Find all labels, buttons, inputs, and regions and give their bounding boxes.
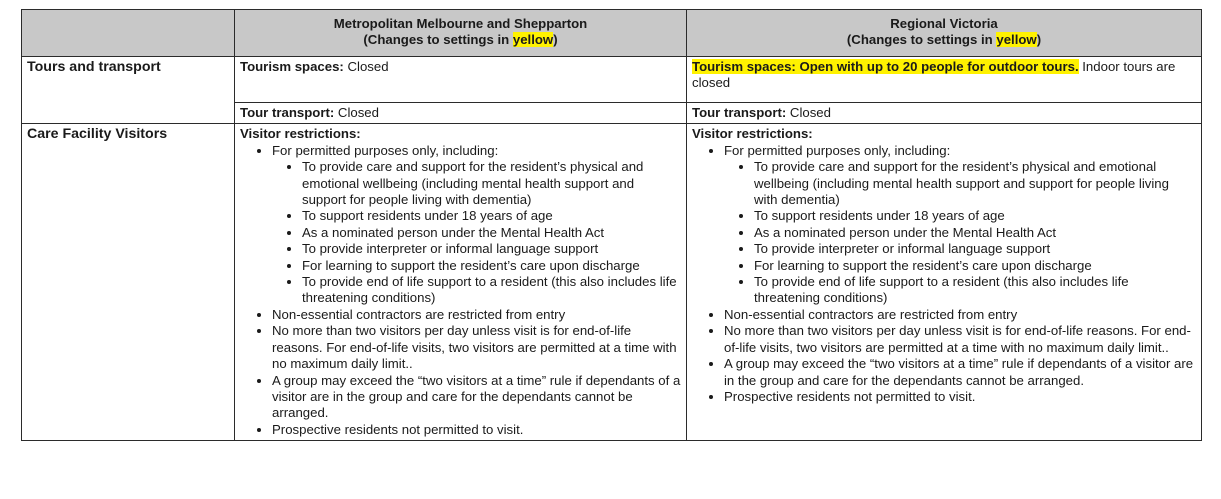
list-item: • To provide end of life support to a resident (this also includes life threatening conditions): [302, 274, 681, 307]
list-item: • For learning to support the resident’s care upon discharge: [302, 258, 681, 274]
list-item: • As a nominated person under the Mental Health Act: [754, 225, 1196, 241]
regional-tour-transport: [687, 103, 1202, 124]
header-regional-note-suffix: ): [1036, 32, 1042, 47]
metro-tourism-spaces-label: Tourism spaces:: [240, 59, 344, 74]
list-item: • Non-essential contractors are restricted from entry: [272, 307, 681, 323]
regional-tourism-spaces-rest: Indoor tours are closed: [692, 59, 1176, 91]
list-item: • Prospective residents not permitted to visit.: [272, 422, 681, 438]
header-metro-note-suffix: ): [553, 32, 558, 47]
metro-restrictions-list: [240, 143, 681, 438]
regional-visitor-restrictions-heading: Visitor restrictions:: [692, 126, 813, 142]
list-item: • To provide care and support for the resident’s physical and emotional wellbeing (including mental health support and support for people living with dementia): [302, 159, 681, 208]
list-item: • A group may exceed the “two visitors at a time” rule if dependants of a visitor are in the group and care for the dependants cannot be arranged.: [724, 356, 1196, 389]
regional-tourism-spaces-highlight-text: Tourism spaces: Open with up to 20 people for outdoor tours.: [692, 59, 1079, 74]
care-row: [22, 124, 1202, 441]
regional-tour-transport-value: Closed: [786, 105, 831, 120]
metro-tourism-spaces-value: Closed: [343, 59, 389, 74]
regional-permitted-text: For permitted purposes only, including:: [724, 142, 951, 158]
metro-tour-transport: [235, 103, 687, 124]
regional-tour-transport-label: Tour transport:: [692, 105, 787, 120]
list-item: • To support residents under 18 years of age: [302, 208, 681, 224]
list-item: • Non-essential contractors are restricted from entry: [724, 307, 1196, 323]
header-row: [22, 10, 1202, 57]
list-item: • To provide end of life support to a resident (this also includes life threatening conditions): [754, 274, 1196, 307]
regional-tourism-spaces-highlight: [692, 59, 1079, 74]
header-blank-cell: [22, 10, 235, 57]
header-regional-note-prefix: (Changes to settings in: [846, 32, 997, 47]
header-regional-title: Regional Victoria: [890, 16, 998, 31]
metro-care-cell: [235, 124, 687, 441]
regional-restrictions-list: [692, 143, 1196, 406]
regional-tourism-spaces: [687, 57, 1202, 103]
header-metro-note-prefix: (Changes to settings in: [363, 32, 513, 47]
restrictions-table: [21, 9, 1202, 441]
list-item: • No more than two visitors per day unless visit is for end-of-life reasons. For end-of-life visits, two visitors are permitted at a time with no maximum daily limit..: [724, 323, 1196, 356]
metro-permitted-sublist: [272, 159, 681, 307]
row-label-care: Care Facility Visitors: [22, 124, 235, 441]
list-item: • To provide interpreter or informal language support: [754, 241, 1196, 257]
header-metro-highlight: yellow: [512, 32, 554, 47]
metro-visitor-restrictions-heading: Visitor restrictions:: [240, 126, 361, 142]
tours-row-spaces: [22, 57, 1202, 103]
metro-permitted-text: For permitted purposes only, including:: [272, 142, 499, 158]
header-metro: [235, 10, 687, 57]
header-regional-highlight: yellow: [996, 32, 1037, 47]
header-regional: [687, 10, 1202, 57]
header-metro-note: [240, 32, 681, 48]
metro-tour-transport-value: Closed: [334, 105, 379, 120]
regional-care-cell: [687, 124, 1202, 441]
metro-tour-transport-label: Tour transport:: [240, 105, 335, 120]
regional-permitted-sublist: [724, 159, 1196, 307]
list-item: [272, 143, 681, 307]
list-item: [724, 143, 1196, 307]
list-item: • To provide care and support for the resident’s physical and emotional wellbeing (including mental health support and support for people living with dementia): [754, 159, 1196, 208]
list-item: • A group may exceed the “two visitors at a time” rule if dependants of a visitor are in the group and care for the dependants cannot be arranged.: [272, 373, 681, 422]
metro-tourism-spaces: [235, 57, 687, 103]
list-item: • No more than two visitors per day unless visit is for end-of-life reasons. For end-of-life visits, two visitors are permitted at a time with no maximum daily limit..: [272, 323, 681, 372]
row-label-tours: Tours and transport: [22, 57, 235, 124]
header-metro-title: Metropolitan Melbourne and Shepparton: [333, 16, 588, 31]
header-regional-note: [692, 32, 1196, 48]
list-item: • As a nominated person under the Mental Health Act: [302, 225, 681, 241]
list-item: • Prospective residents not permitted to visit.: [724, 389, 1196, 405]
list-item: • To support residents under 18 years of age: [754, 208, 1196, 224]
list-item: • For learning to support the resident’s care upon discharge: [754, 258, 1196, 274]
list-item: • To provide interpreter or informal language support: [302, 241, 681, 257]
